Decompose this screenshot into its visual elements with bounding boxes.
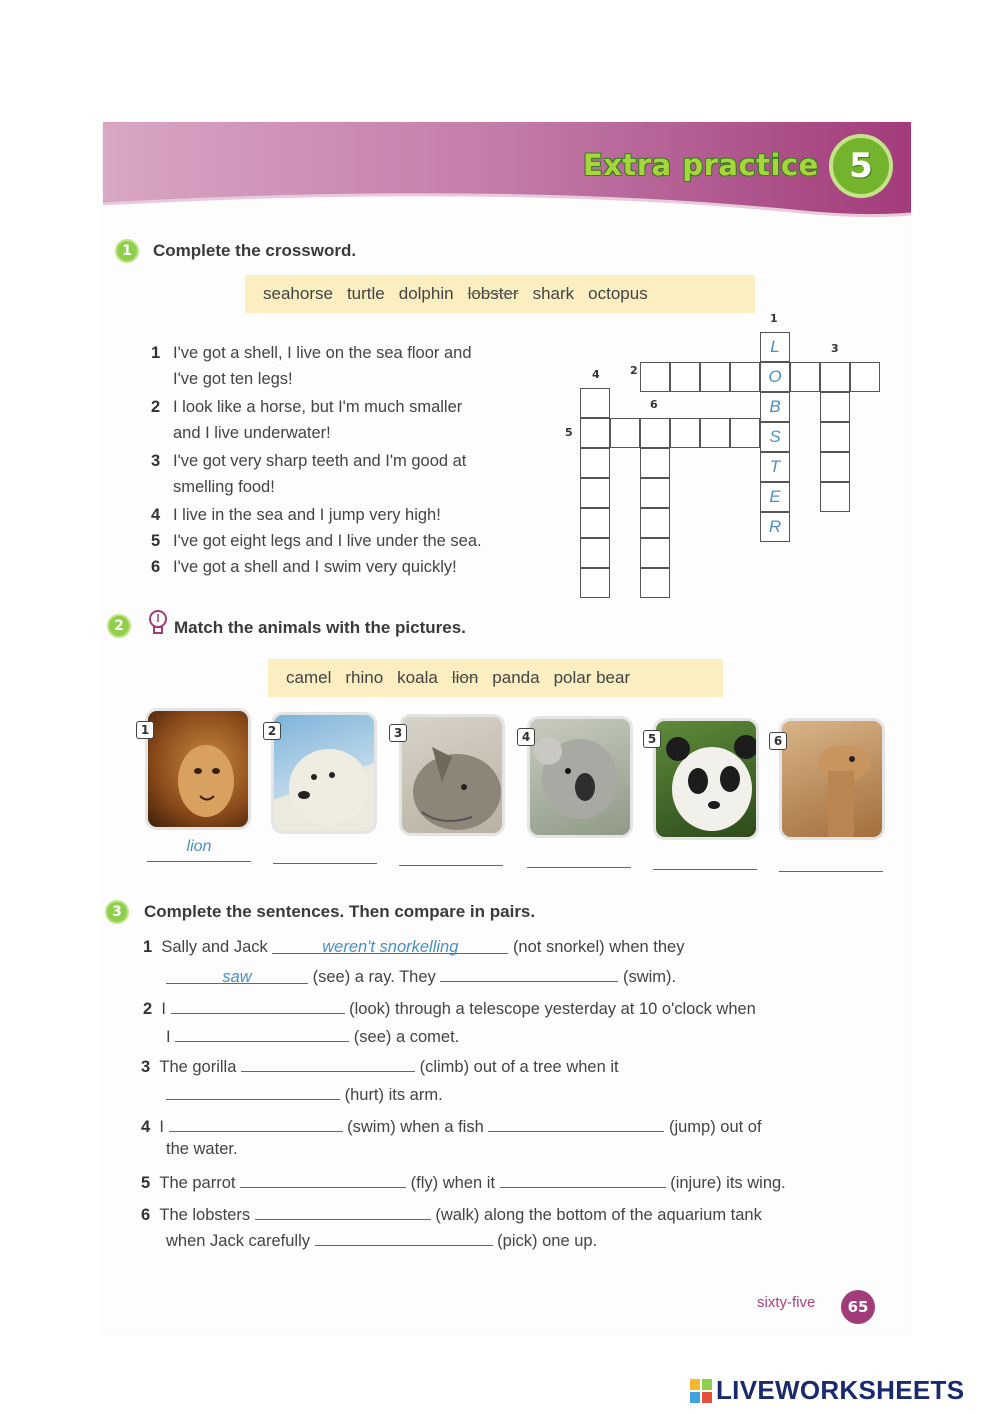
clue-3: 3 I've got very sharp teeth and I'm good at smelling food! bbox=[151, 452, 467, 496]
sentence-1-blank-3[interactable] bbox=[440, 962, 618, 982]
cell-2-8[interactable] bbox=[850, 362, 880, 392]
header-banner bbox=[103, 122, 911, 222]
clue-4: 4 I live in the sea and I jump very high! bbox=[151, 506, 441, 524]
cell-1-2[interactable]: O bbox=[760, 362, 790, 392]
sentence-1-blank-2[interactable]: saw bbox=[166, 964, 308, 984]
sentence-4-blank-2[interactable] bbox=[488, 1112, 664, 1132]
page-number-word: sixty-five bbox=[757, 1294, 816, 1311]
word-octopus: octopus bbox=[588, 284, 648, 303]
picture-number-2: 2 bbox=[263, 722, 281, 740]
cell-5-2[interactable] bbox=[610, 418, 640, 448]
picture-number-3: 3 bbox=[389, 724, 407, 742]
answer-line-3[interactable] bbox=[399, 842, 503, 866]
cell-1-1[interactable]: L bbox=[760, 332, 790, 362]
picture-rhino bbox=[399, 714, 505, 836]
picture-panda bbox=[653, 718, 759, 840]
cell-2-4[interactable] bbox=[730, 362, 760, 392]
sentence-3-blank-1[interactable] bbox=[241, 1052, 415, 1072]
sentence-6-line-2: when Jack carefully (pick) one up. bbox=[166, 1226, 597, 1254]
clue-5: 5 I've got eight legs and I live under the sea. bbox=[151, 532, 482, 550]
cell-4-7[interactable] bbox=[580, 568, 610, 598]
cell-5-4[interactable] bbox=[670, 418, 700, 448]
grid-number-4: 4 bbox=[592, 368, 600, 381]
answer-line-1[interactable]: lion bbox=[147, 838, 251, 862]
sentence-1-line-1: 1 Sally and Jack weren't snorkelling (not snorkel) when they bbox=[143, 934, 684, 960]
liveworksheets-logo-icon bbox=[690, 1379, 712, 1403]
unit-badge: 5 bbox=[829, 134, 893, 198]
cell-4-6[interactable] bbox=[580, 538, 610, 568]
grid-number-3: 3 bbox=[831, 342, 839, 355]
cell-6-3[interactable] bbox=[640, 478, 670, 508]
lightbulb-icon bbox=[147, 608, 169, 638]
sentence-2-blank-1[interactable] bbox=[171, 994, 345, 1014]
word-lion-crossed: lion bbox=[451, 668, 479, 687]
cell-6-5[interactable] bbox=[640, 538, 670, 568]
cell-1-3[interactable]: B bbox=[760, 392, 790, 422]
word-camel: camel bbox=[286, 668, 332, 687]
sentence-4-line-2: the water. bbox=[166, 1140, 238, 1158]
cell-3-5[interactable] bbox=[820, 482, 850, 512]
picture-camel bbox=[779, 718, 885, 840]
sentence-5-blank-2[interactable] bbox=[500, 1168, 666, 1188]
picture-number-5: 5 bbox=[643, 730, 661, 748]
cell-4-4[interactable] bbox=[580, 478, 610, 508]
word-turtle: turtle bbox=[346, 284, 385, 303]
grid-number-6: 6 bbox=[650, 398, 658, 411]
cell-1-6[interactable]: E bbox=[760, 482, 790, 512]
cell-3-3[interactable] bbox=[820, 422, 850, 452]
cell-4-5[interactable] bbox=[580, 508, 610, 538]
word-seahorse: seahorse bbox=[263, 284, 333, 303]
sentence-5-blank-1[interactable] bbox=[240, 1168, 406, 1188]
sentence-6-blank-2[interactable] bbox=[315, 1226, 493, 1246]
answer-line-4[interactable] bbox=[527, 844, 631, 868]
exercise-3-number: 3 bbox=[105, 900, 129, 924]
picture-number-6: 6 bbox=[769, 732, 787, 750]
picture-koala bbox=[527, 716, 633, 838]
sentence-3-line-1: 3 The gorilla (climb) out of a tree when it bbox=[141, 1052, 619, 1080]
sentence-3-blank-2[interactable] bbox=[166, 1080, 340, 1100]
sentence-5-line-1: 5 The parrot (fly) when it (injure) its wing. bbox=[141, 1168, 786, 1196]
grid-number-5: 5 bbox=[565, 426, 573, 439]
exercise-2-title: Match the animals with the pictures. bbox=[174, 618, 466, 637]
cell-4-3[interactable] bbox=[580, 448, 610, 478]
page-title: Extra practice bbox=[583, 148, 819, 182]
cell-4-1[interactable] bbox=[580, 388, 610, 418]
sentence-6-line-1: 6 The lobsters (walk) along the bottom of the aquarium tank bbox=[141, 1200, 762, 1228]
sentence-4-line-1: 4 I (swim) when a fish (jump) out of bbox=[141, 1112, 762, 1140]
cell-2-7[interactable] bbox=[820, 362, 850, 392]
sentence-4-blank-1[interactable] bbox=[169, 1112, 343, 1132]
sentence-1-line-2: saw (see) a ray. They (swim). bbox=[166, 962, 676, 990]
picture-polar-bear bbox=[271, 712, 377, 834]
cell-2-3[interactable] bbox=[700, 362, 730, 392]
cell-5-6[interactable] bbox=[730, 418, 760, 448]
grid-number-2: 2 bbox=[630, 364, 638, 377]
word-rhino: rhino bbox=[345, 668, 384, 687]
clue-6: 6 I've got a shell and I swim very quickly! bbox=[151, 558, 457, 576]
clue-1: 1 I've got a shell, I live on the sea floor and I've got ten legs! bbox=[151, 344, 472, 388]
cell-2-6[interactable] bbox=[790, 362, 820, 392]
word-panda: panda bbox=[492, 668, 540, 687]
picture-number-1: 1 bbox=[136, 721, 154, 739]
cell-1-7[interactable]: R bbox=[760, 512, 790, 542]
answer-line-2[interactable] bbox=[273, 840, 377, 864]
sentence-1-blank-1[interactable]: weren't snorkelling bbox=[272, 934, 508, 954]
cell-3-2[interactable] bbox=[820, 392, 850, 422]
liveworksheets-logo bbox=[690, 1375, 964, 1406]
grid-number-1: 1 bbox=[770, 312, 778, 325]
cell-5-5[interactable] bbox=[700, 418, 730, 448]
word-lobster-crossed: lobster bbox=[467, 284, 519, 303]
exercise-2-word-box bbox=[268, 659, 723, 697]
word-dolphin: dolphin bbox=[398, 284, 454, 303]
clue-2: 2 I look like a horse, but I'm much smaller and I live underwater! bbox=[151, 398, 463, 442]
cell-4-2[interactable] bbox=[580, 418, 610, 448]
exercise-3-title: Complete the sentences. Then compare in pairs. bbox=[144, 902, 536, 921]
word-koala: koala bbox=[397, 668, 438, 687]
picture-number-4: 4 bbox=[517, 728, 535, 746]
sentence-3-line-2: (hurt) its arm. bbox=[166, 1080, 443, 1108]
exercise-2-number: 2 bbox=[107, 614, 131, 638]
cell-1-4[interactable]: S bbox=[760, 422, 790, 452]
picture-lion bbox=[145, 708, 251, 830]
answer-line-5[interactable] bbox=[653, 846, 757, 870]
cell-5-3[interactable] bbox=[640, 418, 670, 448]
sentence-2-blank-2[interactable] bbox=[175, 1022, 349, 1042]
sentence-2-line-2: I (see) a comet. bbox=[166, 1022, 459, 1050]
cell-3-4[interactable] bbox=[820, 452, 850, 482]
exercise-1-number: 1 bbox=[115, 239, 139, 263]
liveworksheets-logo-text: LIVEWORKSHEETS bbox=[716, 1375, 965, 1405]
cell-2-2[interactable] bbox=[670, 362, 700, 392]
page-number-badge: 65 bbox=[841, 1290, 875, 1324]
worksheet-page bbox=[103, 122, 911, 1334]
exercise-1-title: Complete the crossword. bbox=[153, 241, 357, 260]
exercise-1-word-box bbox=[245, 275, 755, 313]
sentence-2-line-1: 2 I (look) through a telescope yesterday at 10 o'clock when bbox=[143, 994, 756, 1022]
cell-6-4[interactable] bbox=[640, 508, 670, 538]
word-polar-bear: polar bear bbox=[553, 668, 631, 687]
cell-1-5[interactable]: T bbox=[760, 452, 790, 482]
answer-line-6[interactable] bbox=[779, 848, 883, 872]
cell-2-1[interactable] bbox=[640, 362, 670, 392]
word-shark: shark bbox=[532, 284, 575, 303]
sentence-6-blank-1[interactable] bbox=[255, 1200, 431, 1220]
cell-6-6[interactable] bbox=[640, 568, 670, 598]
cell-6-2[interactable] bbox=[640, 448, 670, 478]
